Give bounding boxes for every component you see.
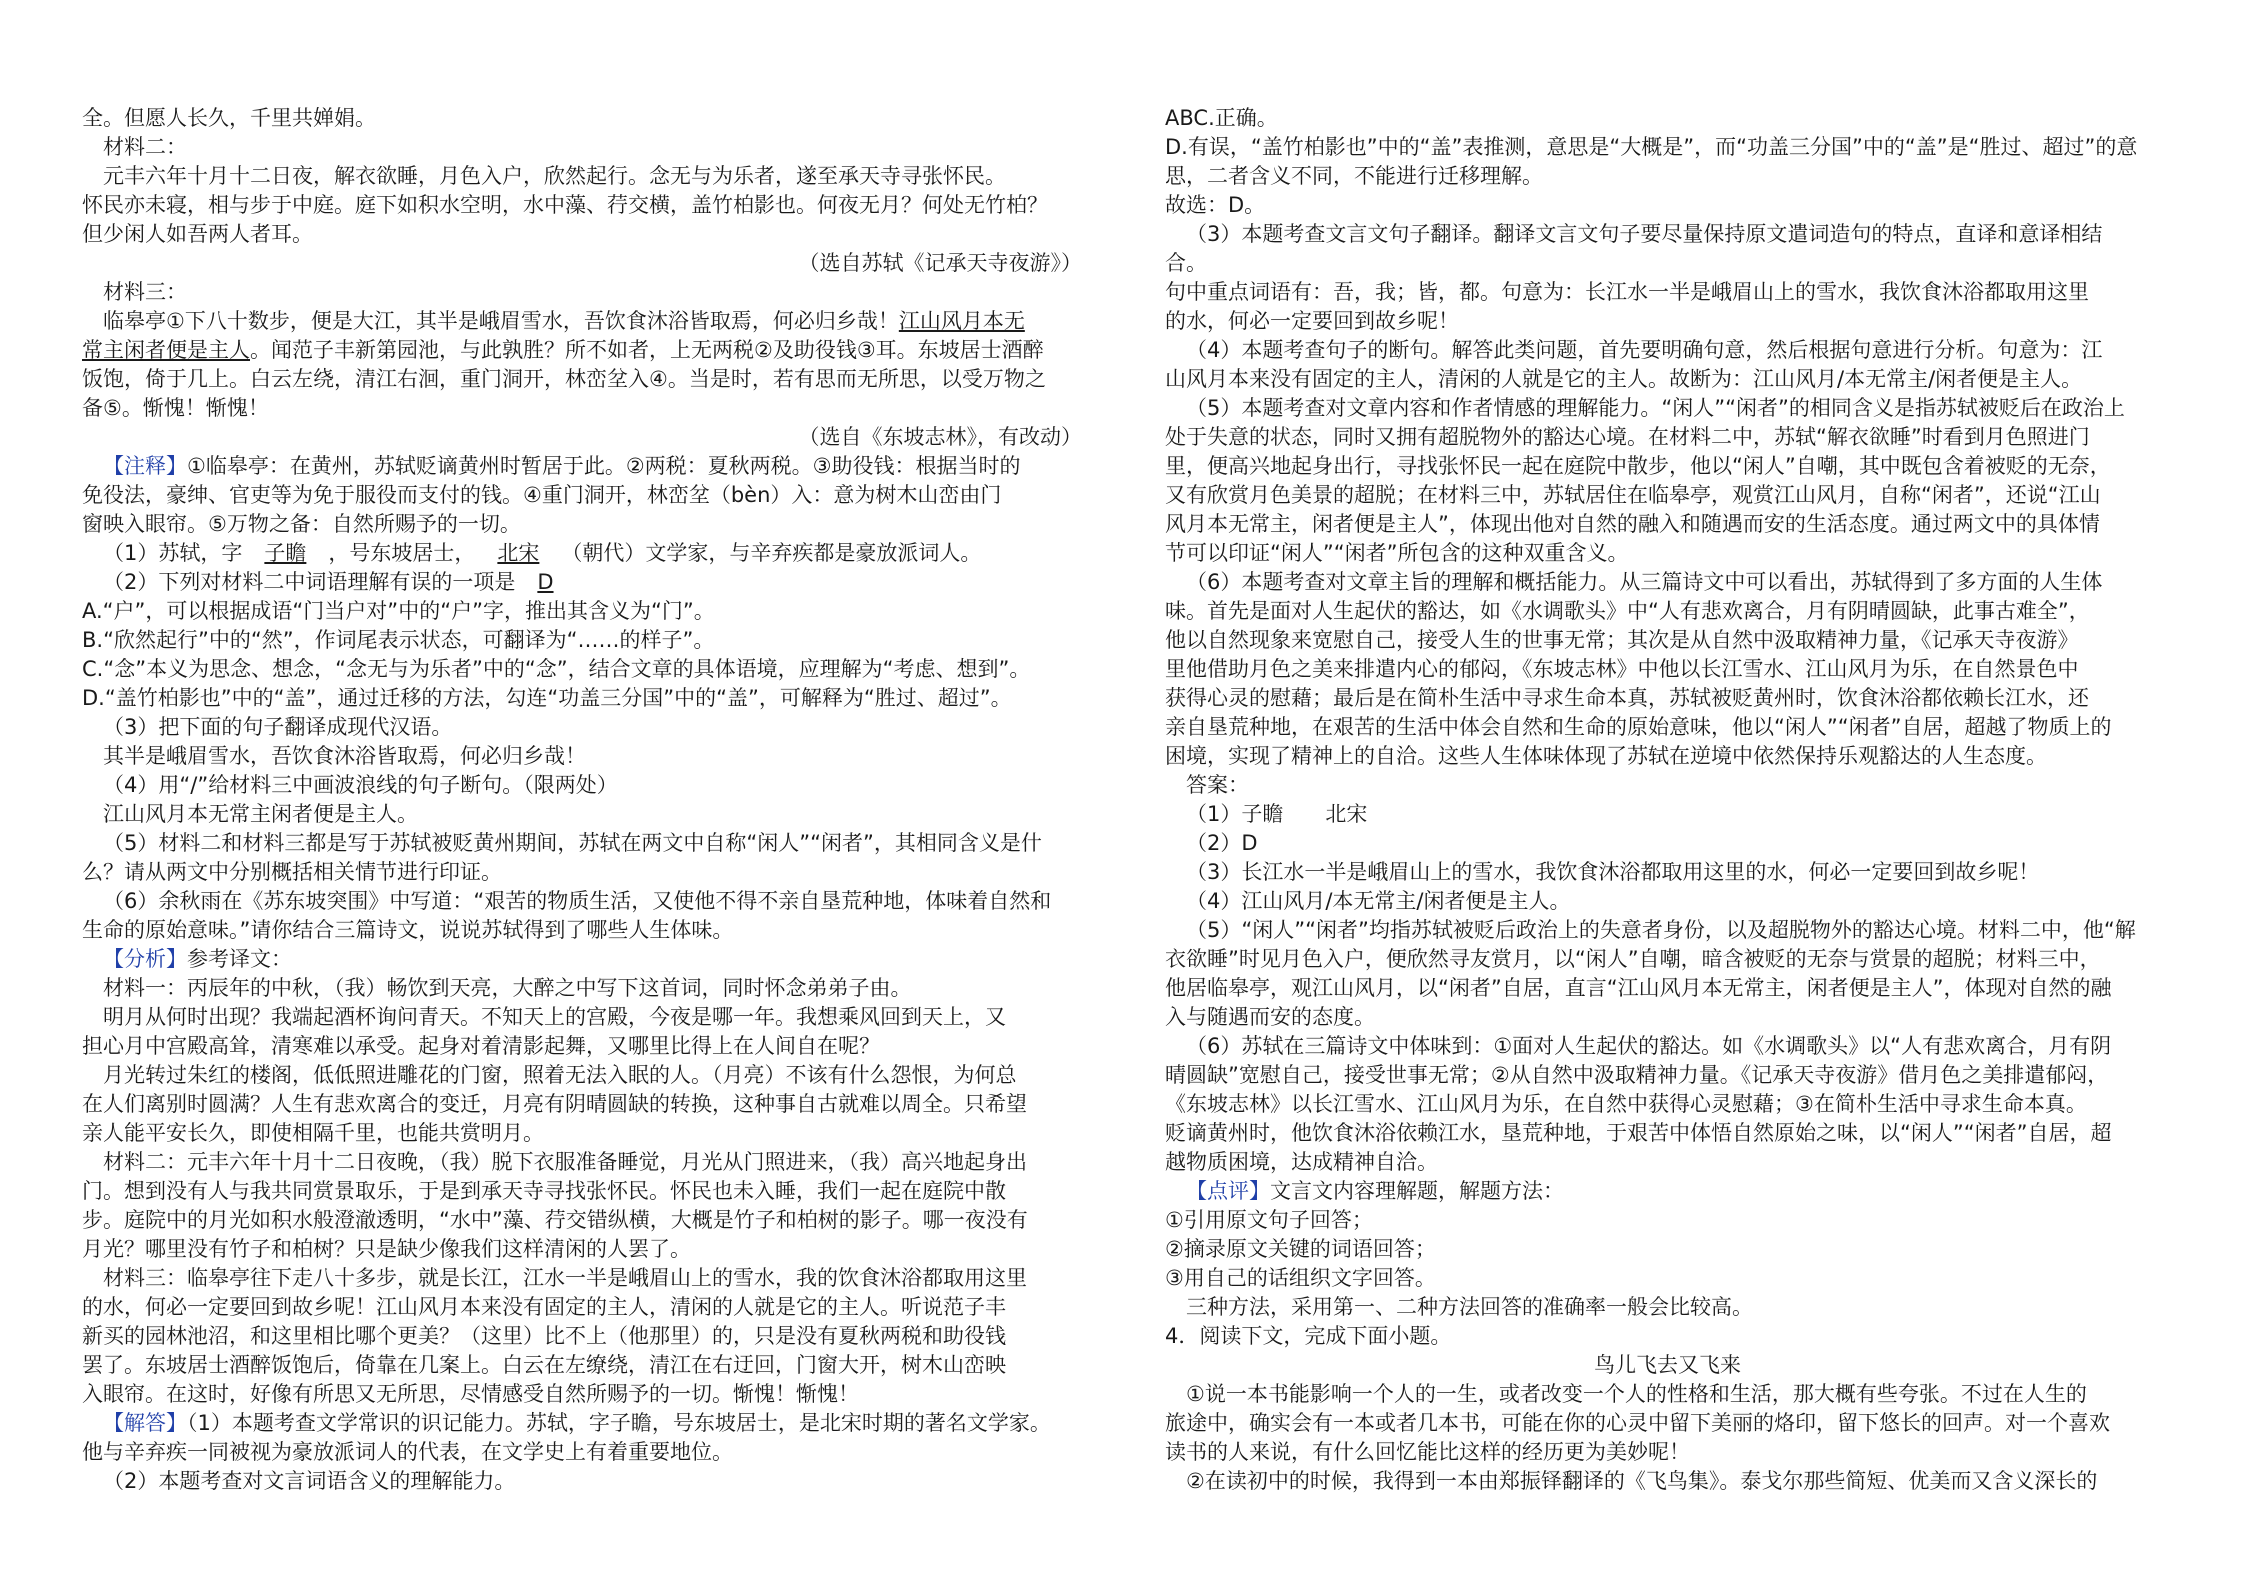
line-text: （6）余秋雨在《苏东坡突围》中写道：“艰苦的物质生活，又使他不得不亲自垦荒种地，体味着自然和	[103, 889, 1052, 913]
line-text: （选自苏轼《记承天寺夜游》）	[798, 251, 1082, 275]
answer-blank: 子瞻	[264, 541, 307, 565]
text-line	[1165, 336, 2170, 365]
text-line	[82, 191, 1102, 220]
line-text: 元丰六年十月十二日夜，解衣欲睡，月色入户，欣然起行。念无与为乐者，遂至承天寺寻张怀民。	[103, 164, 1006, 188]
line-text: （1）本题考查文学常识的识记能力。苏轼，字子瞻，号东坡居士，是北宋时期的著名文学家。	[187, 1411, 1051, 1435]
line-text: 贬谪黄州时，他饮食沐浴依赖江水，垦荒种地，于艰苦中体悟自然原始之味，以“闲人”“闲者”自居，超	[1165, 1121, 2112, 1145]
line-text: （5）本题考查对文章内容和作者情感的理解能力。“闲人”“闲者”的相同含义是指苏轼被贬后在政治上	[1186, 396, 2125, 420]
line-text: 担心月中宫殿高耸，清寒难以承受。起身对着清影起舞，又哪里比得上在人间自在呢？	[82, 1034, 880, 1058]
text-line	[82, 742, 1102, 771]
line-text: ABC.正确。	[1165, 106, 1278, 130]
line-text: 处于失意的状态，同时又拥有超脱物外的豁达心境。在材料二中，苏轼“解衣欲睡”时看到月色照进门	[1165, 425, 2090, 449]
text-line	[1165, 713, 2170, 742]
text-line	[1165, 133, 2170, 162]
line-text: ，号东坡居士，	[328, 541, 476, 565]
line-text: 衣欲睡”时见月色入户，便欣然寻友赏月，以“闲人”自嘲，暗含被贬的无奈与赏景的超脱；材料三中，	[1165, 947, 2101, 971]
line-text: ③用自己的话组织文字回答。	[1165, 1266, 1436, 1290]
line-text: 材料三：	[103, 280, 187, 304]
text-line	[82, 1206, 1102, 1235]
text-line	[1165, 1409, 2170, 1438]
text-line	[1165, 1177, 2170, 1206]
text-line	[82, 1235, 1102, 1264]
line-text: 山风月本来没有固定的主人，清闲的人就是它的主人。故断为：江山风月/本无常主/闲者便是主人。	[1165, 367, 2083, 391]
line-text: 三种方法，采用第一、二种方法回答的准确率一般会比较高。	[1186, 1295, 1753, 1319]
right-column	[1165, 104, 2170, 1496]
line-text: （4）本题考查句子的断句。解答此类问题，首先要明确句意，然后根据句意进行分析。句意为：江	[1186, 338, 2103, 362]
text-line	[82, 1380, 1102, 1409]
text-line	[1165, 1003, 2170, 1032]
line-text: D.“盖竹柏影也”中的“盖”，通过迁移的方法，勾连“功盖三分国”中的“盖”，可解释为“胜过、超过”。	[82, 686, 1012, 710]
line-text: 亲人能平安长久，即使相隔千里，也能共赏明月。	[82, 1121, 544, 1145]
line-text: 困境，实现了精神上的自洽。这些人生体味体现了苏轼在逆境中依然保持乐观豁达的人生态度。	[1165, 744, 2047, 768]
line-text: 读书的人来说，有什么回忆能比这样的经历更为美妙呢！	[1165, 1440, 1690, 1464]
line-text: 4．阅读下文，完成下面小题。	[1165, 1324, 1452, 1348]
line-text: （6）本题考查对文章主旨的理解和概括能力。从三篇诗文中可以看出，苏轼得到了多方面的人生体	[1186, 570, 2103, 594]
line-text: 但少闲人如吾两人者耳。	[82, 222, 313, 246]
answer-blank: 北宋	[497, 541, 540, 565]
section-tag: 【点评】	[1186, 1179, 1270, 1203]
underlined-text: 江山风月本无	[898, 309, 1025, 333]
line-text: 答案：	[1186, 773, 1249, 797]
text-line	[82, 1119, 1102, 1148]
line-text: D.有误，“盖竹柏影也”中的“盖”表推测，意思是“大概是”，而“功盖三分国”中的“盖”是“胜过、超过”的意	[1165, 135, 2138, 159]
text-line	[82, 858, 1102, 887]
line-text: （1）子瞻 北宋	[1186, 802, 1368, 826]
line-text: 在人们离别时圆满？人生有悲欢离合的变迁，月亮有阴晴圆缺的转换，这种事自古就难以周全。只希望	[82, 1092, 1027, 1116]
line-text: （5）“闲人”“闲者”均指苏轼被贬后政治上的失意者身份，以及超脱物外的豁达心境。材料二中，他“解	[1186, 918, 2136, 942]
line-text: （3）本题考查文言文句子翻译。翻译文言文句子要尽量保持原文遣词造句的特点，直译和意译相结	[1186, 222, 2103, 246]
line-text: 月光？哪里没有竹子和柏树？只是缺少像我们这样清闲的人罢了。	[82, 1237, 691, 1261]
text-line	[82, 800, 1102, 829]
text-line	[82, 1409, 1102, 1438]
text-line	[82, 510, 1102, 539]
line-text: （4）江山风月/本无常主/闲者便是主人。	[1186, 889, 1571, 913]
text-line	[1165, 945, 2170, 974]
text-line	[82, 394, 1102, 423]
text-line	[1165, 278, 2170, 307]
line-text: 窗映入眼帘。⑤万物之备：自然所赐予的一切。	[82, 512, 521, 536]
line-text: 句中重点词语有：吾，我；皆，都。句意为：长江水一半是峨眉山上的雪水，我饮食沐浴都取用这里	[1165, 280, 2089, 304]
line-text: 文言文内容理解题，解题方法：	[1270, 1179, 1564, 1203]
line-text: 么？请从两文中分别概括相关情节进行印证。	[82, 860, 502, 884]
text-line	[1165, 1119, 2170, 1148]
text-line	[82, 1003, 1102, 1032]
line-text: 越物质困境，达成精神自洽。	[1165, 1150, 1438, 1174]
text-line	[82, 481, 1102, 510]
text-line	[82, 684, 1102, 713]
text-line	[1165, 916, 2170, 945]
text-line	[1165, 1322, 2170, 1351]
line-text: 月光转过朱红的楼阁，低低照进雕花的门窗，照着无法入眠的人。（月亮）不该有什么怨恨，为何总	[103, 1063, 1017, 1087]
text-line	[82, 104, 1102, 133]
text-line	[1165, 742, 2170, 771]
line-text: 入与随遇而安的态度。	[1165, 1005, 1375, 1029]
line-text: 江山风月本无常主闲者便是主人。	[103, 802, 418, 826]
text-line	[82, 1148, 1102, 1177]
line-text: ①说一本书能影响一个人的一生，或者改变一个人的性格和生活，那大概有些夸张。不过在人生的	[1186, 1382, 2087, 1406]
line-text: 亲自垦荒种地，在艰苦的生活中体会自然和生命的原始意味，他以“闲人”“闲者”自居，超越了物质上的	[1165, 715, 2112, 739]
line-text: 怀民亦未寝，相与步于中庭。庭下如积水空明，水中藻、荇交横，盖竹柏影也。何夜无月？何处无竹柏？	[82, 193, 1048, 217]
text-line	[82, 278, 1102, 307]
line-text: 新买的园林池沼，和这里相比哪个更美？（这里）比不上（他那里）的，只是没有夏秋两税和助役钱	[82, 1324, 1006, 1348]
text-line	[1165, 249, 2170, 278]
line-text: A.“户”，可以根据成语“门当户对”中的“户”字，推出其含义为“门”。	[82, 599, 715, 623]
line-text: 鸟儿飞去又飞来	[1594, 1353, 1741, 1377]
line-text: C.“念”本义为思念、想念，“念无与为乐者”中的“念”，结合文章的具体语境，应理解为“考虑、想到”。	[82, 657, 1031, 681]
text-line	[1165, 1380, 2170, 1409]
line-text: （1）苏轼，字	[103, 541, 243, 565]
text-line	[1165, 307, 2170, 336]
text-line	[1165, 568, 2170, 597]
line-text: 生命的原始意味。”请你结合三篇诗文，说说苏轼得到了哪些人生体味。	[82, 918, 734, 942]
text-line	[82, 1177, 1102, 1206]
text-line	[1165, 800, 2170, 829]
text-line	[82, 423, 1102, 452]
line-text: B.“欣然起行”中的“然”，作词尾表示状态，可翻译为“……的样子”。	[82, 628, 715, 652]
line-text: 的水，何必一定要回到故乡呢！江山风月本来没有固定的主人，清闲的人就是它的主人。听说范子丰	[82, 1295, 1006, 1319]
text-line	[82, 568, 1102, 597]
line-text: 旅途中，确实会有一本或者几本书，可能在你的心灵中留下美丽的烙印，留下悠长的回声。对一个喜欢	[1165, 1411, 2110, 1435]
line-text: ①引用原文句子回答；	[1165, 1208, 1373, 1232]
text-line	[82, 249, 1102, 278]
line-text: ①临皋亭：在黄州，苏轼贬谪黄州时暂居于此。②两税：夏秋两税。③助役钱：根据当时的	[187, 454, 1021, 478]
text-line	[1165, 684, 2170, 713]
line-text: （朝代）文学家，与辛弃疾都是豪放派词人。	[561, 541, 982, 565]
text-line	[82, 307, 1102, 336]
text-line	[1165, 220, 2170, 249]
text-line	[82, 597, 1102, 626]
text-line	[82, 626, 1102, 655]
line-text: 里他借助月色之美来排遣内心的郁闷，《东坡志林》中他以长江雪水、江山风月为乐，在自然景色中	[1165, 657, 2079, 681]
line-text: 获得心灵的慰藉；最后是在简朴生活中寻求生命本真，苏轼被贬黄州时，饮食沐浴都依赖长江水，还	[1165, 686, 2089, 710]
text-line	[82, 655, 1102, 684]
text-line	[1165, 1148, 2170, 1177]
text-line	[82, 133, 1102, 162]
text-line	[1165, 974, 2170, 1003]
line-text: 临皋亭①下八十数步，便是大江，其半是峨眉雪水，吾饮食沐浴皆取焉，何必归乡哉！	[103, 309, 899, 333]
text-line	[82, 945, 1102, 974]
line-text: 里，便高兴地起身出行，寻找张怀民一起在庭院中散步，他以“闲人”自嘲，其中既包含着被贬的无奈，	[1165, 454, 2111, 478]
text-line	[82, 974, 1102, 1003]
text-line	[82, 829, 1102, 858]
line-text: 其半是峨眉雪水，吾饮食沐浴皆取焉，何必归乡哉！	[103, 744, 586, 768]
line-text: 材料二：	[103, 135, 187, 159]
line-text: 他居临皋亭，观江山风月，以“闲者”自居，直言“江山风月本无常主，闲者便是主人”，体现对自然的融	[1165, 976, 2112, 1000]
line-text: 材料三：临皋亭往下走八十多步，就是长江，江水一半是峨眉山上的雪水，我的饮食沐浴都取用这里	[103, 1266, 1027, 1290]
section-tag: 【解答】	[103, 1411, 187, 1435]
text-line	[82, 771, 1102, 800]
line-text: 他与辛弃疾一同被视为豪放派词人的代表，在文学史上有着重要地位。	[82, 1440, 733, 1464]
text-line	[1165, 829, 2170, 858]
text-line	[82, 1264, 1102, 1293]
line-text: 入眼帘。在这时，好像有所思又无所思，尽情感受自然所赐予的一切。惭愧！惭愧！	[82, 1382, 859, 1406]
line-text: 思，二者含义不同，不能进行迁移理解。	[1165, 164, 1543, 188]
line-text: 合。	[1165, 251, 1207, 275]
text-line	[82, 1090, 1102, 1119]
line-text: 免役法，豪绅、官吏等为免于服役而支付的钱。④重门洞开，林峦坌（bèn）入：意为树木山峦由门	[82, 483, 1002, 507]
line-text: 故选：D。	[1165, 193, 1266, 217]
section-tag: 【分析】	[103, 947, 187, 971]
text-line	[82, 713, 1102, 742]
line-text: ②摘录原文关键的词语回答；	[1165, 1237, 1436, 1261]
text-line	[82, 1061, 1102, 1090]
line-text: （2）下列对材料二中词语理解有误的一项是	[103, 570, 516, 594]
line-text: ②在读初中的时候，我得到一本由郑振铎翻译的《飞鸟集》。泰戈尔那些简短、优美而又含义深长的	[1186, 1469, 2098, 1493]
text-line	[82, 1467, 1102, 1496]
line-text: 他以自然现象来宽慰自己，接受人生的世事无常；其次是从自然中汲取精神力量，《记承天寺夜游》	[1165, 628, 2079, 652]
line-text: （6）苏轼在三篇诗文中体味到：①面对人生起伏的豁达。如《水调歌头》以“人有悲欢离合，月有阴	[1186, 1034, 2112, 1058]
line-text: 节可以印证“闲人”“闲者”所包含的这种双重含义。	[1165, 541, 1629, 565]
line-text: （选自《东坡志林》，有改动）	[798, 425, 1082, 449]
text-line	[1165, 655, 2170, 684]
line-text: （2）本题考查对文言词语含义的理解能力。	[103, 1469, 516, 1493]
line-text: 明月从何时出现？我端起酒杯询问青天。不知天上的宫殿，今夜是哪一年。我想乘风回到天上，又	[103, 1005, 1006, 1029]
text-line	[82, 1032, 1102, 1061]
text-line	[1165, 1264, 2170, 1293]
text-line	[1165, 162, 2170, 191]
left-column	[82, 104, 1102, 1496]
text-line	[1165, 858, 2170, 887]
line-text: （4）用“/”给材料三中画波浪线的句子断句。（限两处）	[103, 773, 618, 797]
text-line	[1165, 394, 2170, 423]
text-line	[1165, 887, 2170, 916]
text-line	[1165, 423, 2170, 452]
text-line	[82, 220, 1102, 249]
text-line	[82, 1351, 1102, 1380]
text-line	[1165, 104, 2170, 133]
line-text: 备⑤。惭愧！惭愧！	[82, 396, 269, 420]
line-text: 门。想到没有人与我共同赏景取乐，于是到承天寺寻找张怀民。怀民也未入睡，我们一起在庭院中散	[82, 1179, 1006, 1203]
text-line	[1165, 1467, 2170, 1496]
text-line	[1165, 1293, 2170, 1322]
text-line	[1165, 365, 2170, 394]
text-line	[1165, 626, 2170, 655]
line-text: 《东坡志林》以长江雪水、江山风月为乐，在自然中获得心灵慰藉；③在简朴生活中寻求生命本真。	[1165, 1092, 2087, 1116]
text-line	[1165, 771, 2170, 800]
text-line	[1165, 191, 2170, 220]
text-line	[82, 1293, 1102, 1322]
text-line	[1165, 1351, 2170, 1380]
text-line	[1165, 1438, 2170, 1467]
text-line	[82, 1322, 1102, 1351]
line-text: 风月本无常主，闲者便是主人”，体现出他对自然的融入和随遇而安的生活态度。通过两文中的具体情	[1165, 512, 2100, 536]
text-line	[1165, 481, 2170, 510]
text-line	[82, 452, 1102, 481]
text-line	[1165, 539, 2170, 568]
line-text: 材料一：丙辰年的中秋，（我）畅饮到天亮，大醉之中写下这首词，同时怀念弟弟子由。	[103, 976, 912, 1000]
text-line	[82, 1438, 1102, 1467]
line-text: （3）把下面的句子翻译成现代汉语。	[103, 715, 453, 739]
line-text: 。闻范子丰新第园池，与此孰胜？所不如者，上无两税②及助役钱③耳。东坡居士酒醉	[250, 338, 1044, 362]
line-text: （3）长江水一半是峨眉山上的雪水，我饮食沐浴都取用这里的水，何必一定要回到故乡呢！	[1186, 860, 2040, 884]
section-tag: 【注释】	[103, 454, 187, 478]
text-line	[1165, 1061, 2170, 1090]
text-line	[1165, 1032, 2170, 1061]
line-text: （5）材料二和材料三都是写于苏轼被贬黄州期间，苏轼在两文中自称“闲人”“闲者”，其相同含义是什	[103, 831, 1042, 855]
text-line	[1165, 1206, 2170, 1235]
line-text: 饭饱，倚于几上。白云左绕，清江右洄，重门洞开，林峦坌入④。当是时，若有思而无所思，以受万物之	[82, 367, 1046, 391]
text-line	[82, 916, 1102, 945]
line-text: 参考译文：	[187, 947, 292, 971]
text-line	[1165, 1090, 2170, 1119]
answer-blank: D	[537, 570, 554, 594]
line-text: 晴圆缺”宽慰自己，接受世事无常；②从自然中汲取精神力量。《记承天寺夜游》借月色之美排遣郁闷，	[1165, 1063, 2109, 1087]
line-text: （2）D	[1186, 831, 1258, 855]
line-text: 味。首先是面对人生起伏的豁达，如《水调歌头》中“人有悲欢离合，月有阴晴圆缺，此事古难全”，	[1165, 599, 2090, 623]
text-line	[1165, 452, 2170, 481]
text-line	[82, 365, 1102, 394]
text-line	[82, 539, 1102, 568]
line-text: 又有欣赏月色美景的超脱；在材料三中，苏轼居住在临皋亭，观赏江山风月，自称“闲者”，还说“江山	[1165, 483, 2101, 507]
line-text: 全。但愿人长久，千里共婵娟。	[82, 106, 376, 130]
line-text: 材料二：元丰六年十月十二日夜晚，（我）脱下衣服准备睡觉，月光从门照进来，（我）高兴地起身出	[103, 1150, 1027, 1174]
line-text: 罢了。东坡居士酒醉饭饱后，倚靠在几案上。白云在左缭绕，清江在右迂回，门窗大开，树木山峦映	[82, 1353, 1006, 1377]
line-text: 步。庭院中的月光如积水般澄澈透明，“水中”藻、荇交错纵横，大概是竹子和柏树的影子。哪一夜没有	[82, 1208, 1028, 1232]
text-line	[1165, 510, 2170, 539]
line-text: 的水，何必一定要回到故乡呢！	[1165, 309, 1459, 333]
text-line	[82, 162, 1102, 191]
text-line	[1165, 597, 2170, 626]
underlined-text: 常主闲者便是主人	[82, 338, 250, 362]
text-line	[82, 336, 1102, 365]
text-line	[1165, 1235, 2170, 1264]
text-line	[82, 887, 1102, 916]
